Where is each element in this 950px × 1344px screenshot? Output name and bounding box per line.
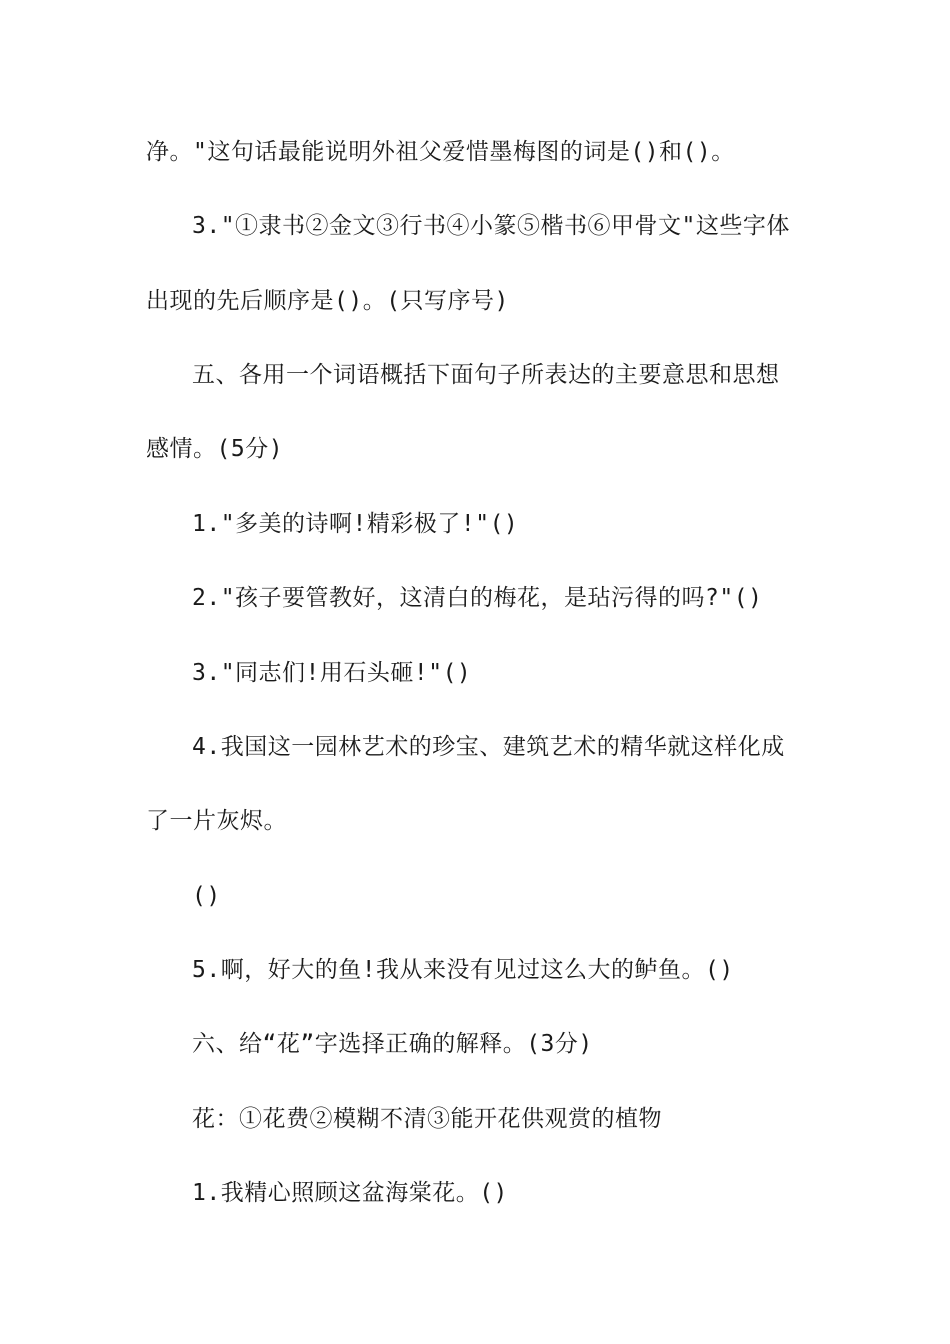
question-1-line: 1."多美的诗啊!精彩极了!"() bbox=[192, 511, 519, 537]
question-3-line: 3."①隶书②金文③行书④小篆⑤楷书⑥甲骨文"这些字体 bbox=[192, 213, 790, 239]
question-2-line: 2."孩子要管教好，这清白的梅花，是玷污得的吗?"() bbox=[192, 585, 763, 611]
answer-blank: () bbox=[192, 883, 221, 909]
definition-line: 花：①花费②模糊不清③能开花供观赏的植物 bbox=[192, 1106, 662, 1132]
section-six-heading: 六、给“花”字选择正确的解释。(3分) bbox=[192, 1031, 593, 1057]
question-1-line: 1.我精心照顾这盆海棠花。() bbox=[192, 1180, 508, 1206]
text-line: 了一片灰烬。 bbox=[146, 808, 287, 834]
question-5-line: 5.啊，好大的鱼!我从来没有见过这么大的鲈鱼。() bbox=[192, 957, 734, 983]
question-4-line: 4.我国这一园林艺术的珍宝、建筑艺术的精华就这样化成 bbox=[192, 734, 785, 760]
text-line: 感情。(5分) bbox=[146, 436, 284, 462]
text-line: 净。"这句话最能说明外祖父爱惜墨梅图的词是()和()。 bbox=[146, 139, 735, 165]
text-line: 出现的先后顺序是()。(只写序号) bbox=[146, 288, 509, 314]
question-3-line: 3."同志们!用石头砸!"() bbox=[192, 660, 472, 686]
section-five-heading: 五、各用一个词语概括下面句子所表达的主要意思和思想 bbox=[192, 362, 780, 388]
